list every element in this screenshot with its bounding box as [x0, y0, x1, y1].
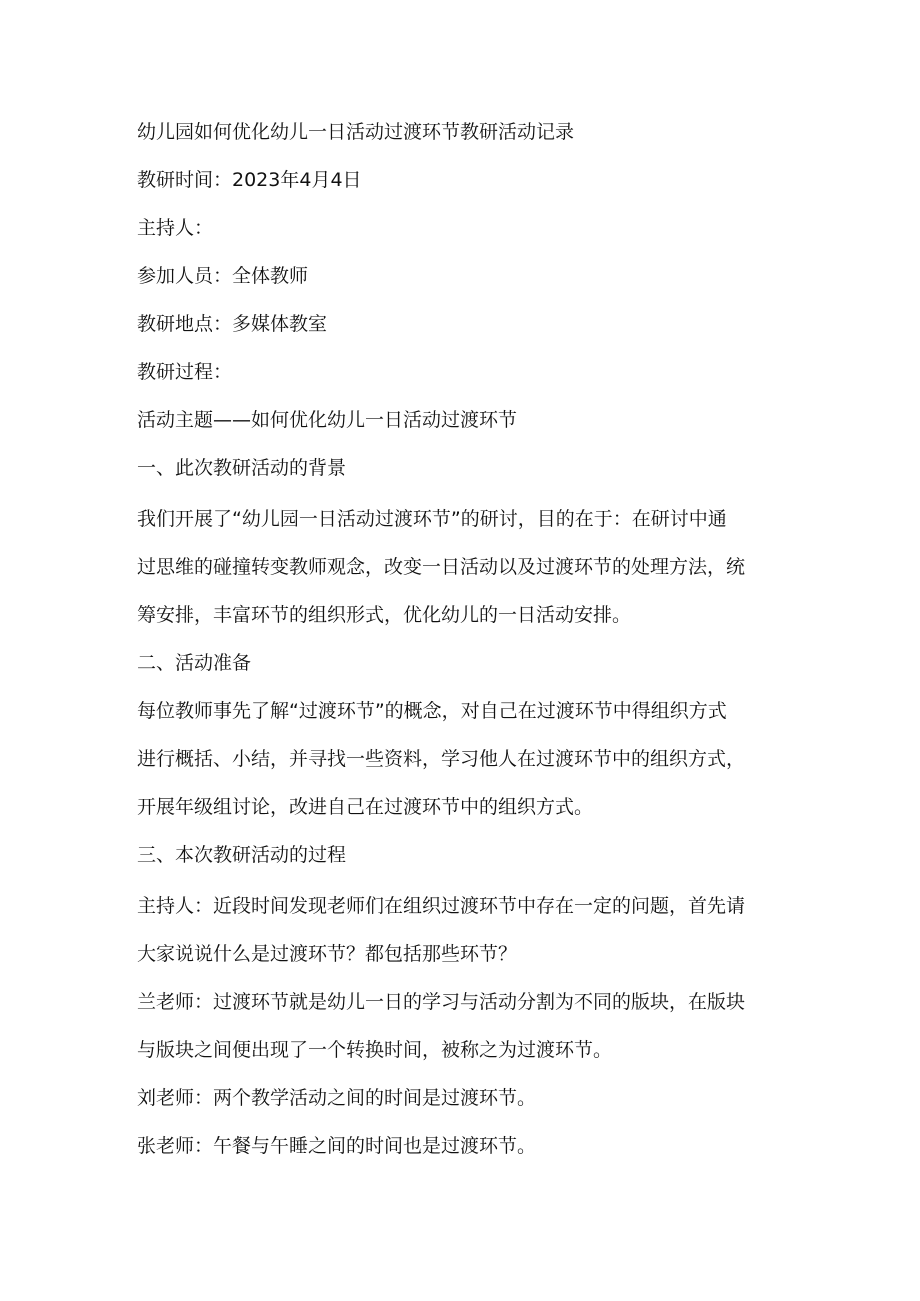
- section2-line-1: 每位教师事先了解“过渡环节”的概念，对自己在过渡环节中得组织方式: [137, 700, 727, 722]
- lan-line-1: 兰老师：过渡环节就是幼儿一日的学习与活动分割为不同的版块，在版块: [137, 991, 746, 1013]
- section2-line-3: 开展年级组讨论，改进自己在过渡环节中的组织方式。: [137, 796, 594, 818]
- meta-process: 教研过程：: [137, 361, 233, 383]
- host-line-1: 主持人：近段时间发现老师们在组织过渡环节中存在一定的问题，首先请: [137, 895, 746, 917]
- liu-line: 刘老师：两个教学活动之间的时间是过渡环节。: [137, 1087, 537, 1109]
- meta-host: 主持人：: [137, 217, 214, 239]
- section1-line-2: 过思维的碰撞转变教师观念，改变一日活动以及过渡环节的处理方法，统: [137, 556, 746, 578]
- section1-line-1: 我们开展了“幼儿园一日活动过渡环节”的研讨，目的在于：在研讨中通: [137, 508, 727, 530]
- section1-line-3: 筹安排，丰富环节的组织形式，优化幼儿的一日活动安排。: [137, 604, 632, 626]
- activity-theme: 活动主题——如何优化幼儿一日活动过渡环节: [137, 409, 518, 431]
- section3-heading: 三、本次教研活动的过程: [137, 844, 347, 866]
- section2-heading: 二、活动准备: [137, 652, 252, 674]
- document-title: 幼儿园如何优化幼儿一日活动过渡环节教研活动记录: [137, 121, 575, 143]
- lan-line-2: 与版块之间便出现了一个转换时间，被称之为过渡环节。: [137, 1039, 613, 1061]
- meta-location: 教研地点：多媒体教室: [137, 313, 328, 335]
- zhang-line: 张老师：午餐与午睡之间的时间也是过渡环节。: [137, 1135, 537, 1157]
- section1-heading: 一、此次教研活动的背景: [137, 457, 347, 479]
- section2-line-2: 进行概括、小结，并寻找一些资料，学习他人在过渡环节中的组织方式，: [137, 748, 746, 770]
- host-line-2: 大家说说什么是过渡环节？都包括那些环节？: [137, 943, 518, 965]
- meta-participants: 参加人员：全体教师: [137, 265, 309, 287]
- meta-time: 教研时间：2023年4月4日: [137, 169, 362, 191]
